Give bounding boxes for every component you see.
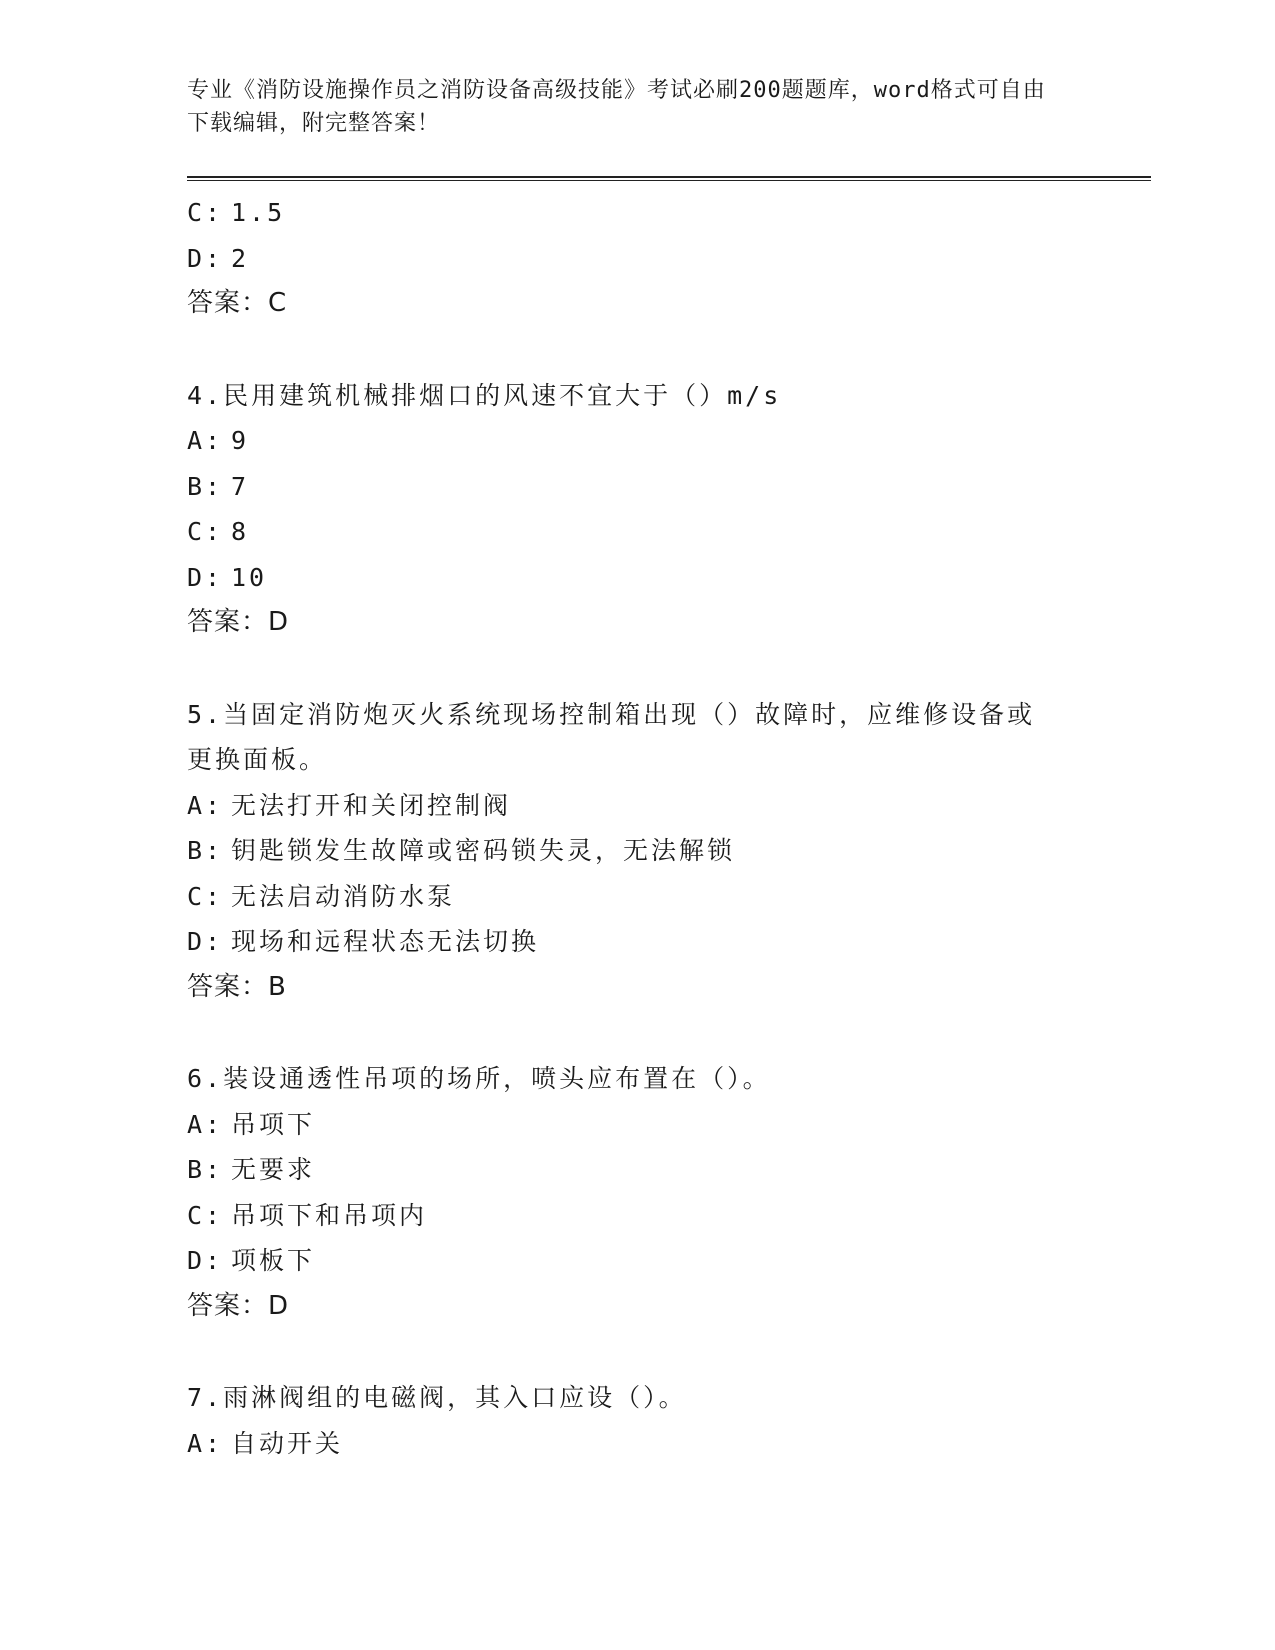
answer-line: 答案：D (187, 1290, 290, 1321)
option-d: D: 10 (187, 562, 268, 592)
answer-line: 答案：C (187, 288, 288, 318)
question-6 (187, 1056, 1087, 1329)
option-c: C: 8 (187, 517, 250, 546)
option-c: C: 1.5 (187, 198, 286, 227)
page-header (187, 74, 1067, 140)
question-partial (187, 190, 1087, 327)
option-b: B: 钥匙锁发生故障或密码锁失灵，无法解锁 (187, 836, 736, 865)
option-c: C: 吊项下和吊项内 (187, 1200, 428, 1230)
option-a: A: 无法打开和关闭控制阀 (187, 790, 512, 820)
answer-line: 答案：B (187, 971, 287, 1002)
option-c: C: 无法启动消防水泵 (187, 881, 456, 911)
header-divider (187, 176, 1151, 181)
option-a: A: 自动开关 (187, 1428, 344, 1458)
question-stem: 7.雨淋阀组的电磁阀，其入口应设（）。 (187, 1383, 687, 1412)
question-5 (187, 692, 1087, 1011)
answer-line: 答案：D (187, 607, 290, 637)
option-d: D: 项板下 (187, 1246, 316, 1275)
question-list (187, 190, 1087, 1466)
header-text: 专业《消防设施操作员之消防设备高级技能》考试必刷200题题库，word格式可自由下载编辑，附完整答案！ (187, 78, 1046, 136)
spacer (187, 646, 1087, 692)
spacer (187, 1010, 1087, 1056)
question-7 (187, 1375, 1087, 1466)
option-a: A: 9 (187, 426, 250, 455)
spacer (187, 1329, 1087, 1375)
question-stem: 5.当固定消防炮灭火系统现场控制箱出现（）故障时，应维修设备或更换面板。 (187, 699, 1036, 774)
question-stem: 6.装设通透性吊项的场所，喷头应布置在（）。 (187, 1064, 771, 1093)
spacer (187, 327, 1087, 373)
option-d: D: 2 (187, 243, 250, 273)
question-4 (187, 373, 1087, 646)
question-stem: 4.民用建筑机械排烟口的风速不宜大于（）m/s (187, 380, 782, 410)
option-b: B: 无要求 (187, 1155, 316, 1184)
option-a: A: 吊项下 (187, 1109, 316, 1139)
option-b: B: 7 (187, 471, 250, 501)
option-d: D: 现场和远程状态无法切换 (187, 927, 540, 956)
